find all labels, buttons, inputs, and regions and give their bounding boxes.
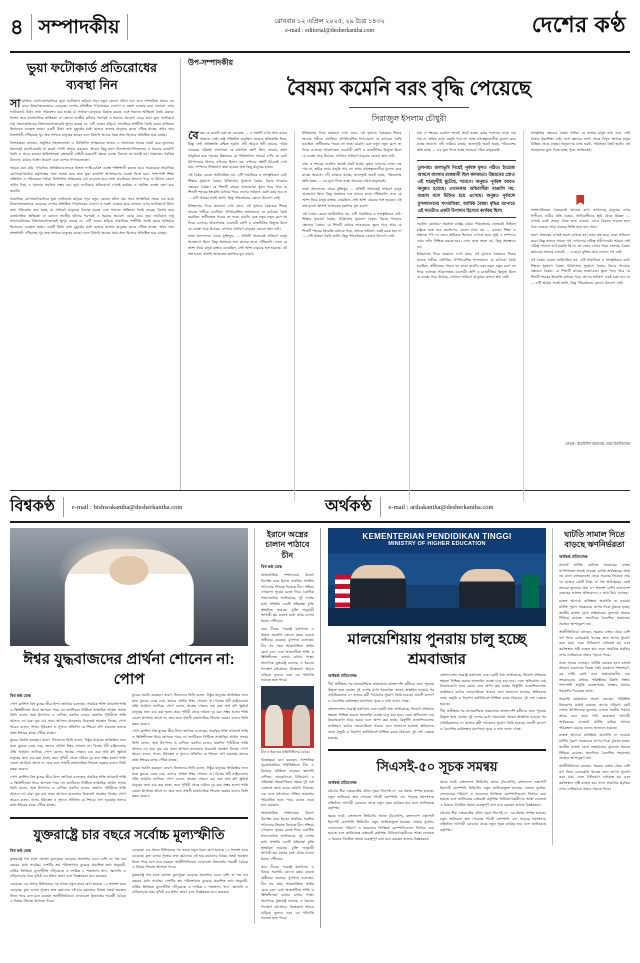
oped-paragraph: এই বৈষম্য কেবল অর্থনৈতিক নয়, এটি সামাজিক ও সাংস্কৃতিকও বটে। শিক্ষার সুযোগে বৈষম্য, চিকিৎসার সুযোগে বৈষম্য, বিচার পাওয়ার ক্ষেত্রেও বৈষম্য। যে শিশুটি গ্রামের ভাঙাচোরা স্কুলে পড়ে আর যে শিশুটি শহরের ইংরেজি মাধ্যমে পড়ে, তাদের ভবিষ্যৎ একই রকম হবে না — এটি আমরা সবাই জানি, কিন্তু পরিবর্তনের কোনো উদ্যোগ নেই। xyxy=(302,211,402,239)
economy-column-rule xyxy=(552,528,553,845)
pope-paragraph: যুদ্ধের সমর্থন করছেন। কারণ, নিজেদের তিনি বলেন, নিষ্ঠুর মানুষের স্বার্থরক্ষার জন্য যারা যুদ্ধকে বেছে নেয়, তাদের প্রার্থনা ঈশ্বর শোনেন না। বিশ্বের ধনী রাষ্ট্রগুলোর প্রতি আহ্বান জানিয়ে পোপ বলেন, অস্ত্রের পেছনে ব্যয় করা অর্থ যদি ক্ষুধার্ত মানুষের জন্য ব্যয় করা হতো, তবে পৃথিবী থেকে দারিদ্র্য দূর করা সম্ভব হতো। শান্তি কেবল প্রার্থনায় আসে না, তার জন্য সাহসী রাজনৈতিক সিদ্ধান্ত দরকার বলেও তিনি মন্তব্য করেন। xyxy=(132,693,248,726)
pope-paragraph: যুদ্ধের সমর্থন করছেন। কারণ, নিজেদের তিনি বলেন, নিষ্ঠুর মানুষের স্বার্থরক্ষার জন্য যারা যুদ্ধকে বেছে নেয়, তাদের প্রার্থনা ঈশ্বর শোনেন না। বিশ্বের ধনী রাষ্ট্রগুলোর প্রতি আহ্বান জানিয়ে পোপ বলেন, অস্ত্রের পেছনে ব্যয় করা অর্থ যদি ক্ষুধার্ত মানুষের জন্য ব্যয় করা হতো, তবে পৃথিবী থেকে দারিদ্র্য দূর করা সম্ভব হতো। শান্তি কেবল প্রার্থনায় আসে না, তার জন্য সাহসী রাজনৈতিক সিদ্ধান্ত দরকার বলেও তিনি মন্তব্য করেন। xyxy=(132,765,248,799)
section-divider xyxy=(63,497,64,517)
oped-paragraph: বৈষম্য যে কমেনি বরং তা বেড়েছে — এ সত্যটি এখন আর কারও অজানা নেই। রাষ্ট্র প্রতিষ্ঠিত হয়েছিল সাম্যের প্রতিশ্রুতি নিয়ে, কিন্তু সেই প্রতিশ্রুতি রক্ষিত হয়নি। ধনী আরও ধনী হয়েছে, দরিদ্র থেকেছে দরিদ্রই। মাঝখানে যে মধ্যবিত্ত শ্রেণি ছিল, তারাও ক্রমশ সংকুচিত হয়ে পড়ছে। উন্নয়নের যে পরিসংখ্যান আমরা দেখি, তা মোট উৎপাদনের হিসাব; বণ্টনের হিসাব নয়। বণ্টনের প্রশ্নটি উঠলেই দেখা যায়, সম্পদের সিংহভাগ জমা হয়েছে অল্প কিছু মানুষের হাতে। xyxy=(188,131,288,170)
cse-reporter: অর্থকণ্ঠ প্রতিবেদক xyxy=(328,780,357,786)
masthead-dateblock xyxy=(128,14,532,36)
pope-paragraph: পোপ ফ্রান্সিস বিশ্ব যুদ্ধের তীব্র নিন্দা জানিয়ে বলেছেন, সামরিক শক্তি কখনোই শান্তি ও স্থিতিশীলতা নিয়ে আসতে পারে না। ভ্যাটিকান সিটিতে সাপ্তাহিক প্রার্থনা সভায় তিনি বলেন, অস্ত্র উৎপাদন ও বাণিজ্য যতদিন চলবে, ততদিন পৃথিবীতে শান্তি আসবে না। যারা যুদ্ধ চায় তারা আসলে মানবতার বিরুদ্ধেই অবস্থান নিচ্ছে। পোপ আরও বলেন, গাজা, ইউক্রেন ও সুদানে প্রতিদিন যে শিশুরা প্রাণ হারাচ্ছে তাদের কান্না ঈশ্বরের কাছে পৌঁছে যাচ্ছে। xyxy=(132,729,248,763)
china-delegate-1 xyxy=(265,705,283,746)
usa-column-2 xyxy=(132,848,248,907)
malaysia-paragraph: দীর্ঘ প্রতীক্ষার পর মালয়েশিয়ার শ্রমবাজার বাংলাদেশি কর্মীদের জন্য পুনরায় উন্মুক্ত হতে যাচ্ছে। দুই দেশের মধ্যে সমঝোতা স্মারক স্বাক্ষরিত হওয়ার পর প্রাথমিকভাবে ৫০ হাজার কর্মী পাঠানোর সুযোগ তৈরি হয়েছে। প্রবাসী কল্যাণ ও বৈদেশিক কর্মসংস্থান মন্ত্রণালয় সূত্রে এ তথ্য জানা গেছে। xyxy=(440,709,546,731)
world-section-title: বিশ্বকণ্ঠ xyxy=(10,498,55,515)
economy-section-email: e-mail : arthakantha@desherkantha.com xyxy=(388,503,494,511)
oped-column-1 xyxy=(188,131,287,501)
oped-endnote: লেখক : ইমেরিটাস অধ্যাপক, ঢাকা বিশ্ববিদ্যালয় xyxy=(565,442,630,446)
publication-date: রোববার ১২ এপ্রিল ২০২৫, ২৯ চৈত্র ১৪৩২ xyxy=(274,18,385,25)
oped-paragraph: সাংস্কৃতিক ক্ষেত্রেও বৈষম্য গভীর। যে ভাষায় মানুষ কথা বলে, সেই ভাষায় উচ্চশিক্ষা নেই। ফলে জ্ঞানের জগৎ থেকে বিপুল সংখ্যক মানুষ বিচ্ছিন্ন থেকে যাচ্ছে। অনুবাদের কাজ হয়নি, পরিভাষা তৈরি হয়নি। এই অবহেলার মূল্য দিতে হচ্ছে পুরো জাতিকেই। xyxy=(530,131,630,153)
pope-headline: ঈশ্বর যুদ্ধবাজদের প্রার্থনা শোনেন না: পোপ xyxy=(23,651,235,688)
pope-figure xyxy=(65,549,194,646)
usa-paragraph: বেড়েছে। এর প্রভাব মিলিয়নের পর তাতে নতুন মাত্রা যোগ হয়েছে ১২ শতাংশ হারে বেড়েছে। মূল্য ডলার সুদহার দ্রুত কমানোর এই হার কমানোর বিষয়ে সতর্ক অবস্থান নিতে পারে বলে মনে করছেন অর্থনীতিবিদরা। ফেডারেল রিজার্ভের পরবর্তী বৈঠকে এ বিষয়ে সিদ্ধান্ত আসতে পারে। xyxy=(132,848,248,870)
column-separator xyxy=(523,131,524,501)
china-photo xyxy=(261,686,314,748)
china-paragraph: আন্তর্জাতিক সম্প্রদায়ের উদ্বেগ উপেক্ষা করে ইরানে সামরিক সরঞ্জাম পাঠানোর সিদ্ধান্ত নিয়েছে চীন। পশ্চিমা গোয়েন্দা সূত্রের বরাত দিয়ে একাধিক সংবাদমাধ্যম জানিয়েছে, দুই দেশের মধ্যে সম্প্রতি একটি প্রতিরক্ষা চুক্তি স্বাক্ষরিত হয়েছে। চুক্তি অনুযায়ী আগামী ছয় মাসের মধ্যে প্রথম চালান ইরানে পৌঁছাবে। xyxy=(261,573,314,624)
cse-column-1 xyxy=(328,780,434,845)
china-paragraph: আন্তর্জাতিক সম্প্রদায়ের উদ্বেগ উপেক্ষা করে ইরানে সামরিক সরঞ্জাম পাঠানোর সিদ্ধান্ত নিয়েছে চীন। পশ্চিমা গোয়েন্দা সূত্রের বরাত দিয়ে একাধিক সংবাদমাধ্যম জানিয়েছে, দুই দেশের মধ্যে সম্প্রতি একটি প্রতিরক্ষা চুক্তি স্বাক্ষরিত হয়েছে। চুক্তি অনুযায়ী আগামী ছয় মাসের মধ্যে প্রথম চালান ইরানে পৌঁছাবে। xyxy=(261,811,314,861)
oped-area xyxy=(181,58,630,490)
cse-column-2 xyxy=(440,780,546,845)
china-article xyxy=(261,528,314,924)
pope-reporter: বিশ্ব কণ্ঠ ডেস্ক xyxy=(10,693,31,698)
usa-paragraph: যুক্তরাষ্ট্রে গত মাসে ভোক্তা মূল্যসূচক বেড়েছে প্রত্যাশার চেয়ে বেশি, যা গত চার বছরের মধ্যে সর্বোচ্চ। দেশটির শ্রম পরিসংখ্যান ব্যুরোর প্রকাশিত তথ্য অনুযায়ী, বার্ষিক ভিত্তিতে মূল্যস্ফীতি দাঁড়িয়েছে ৩ দশমিক ৮ শতাংশে। খাদ্য, জ্বালানি ও বাড়িভাড়ার খরচ বৃদ্ধিই এর প্রধান কারণ বলে বিশ্লেষকরা মনে করছেন। xyxy=(10,857,126,879)
column-separator xyxy=(294,131,295,501)
section-title: সম্পাদকীয় xyxy=(38,16,120,38)
red-marker-icon xyxy=(576,195,584,205)
article-divider xyxy=(10,817,248,819)
malaysia-paragraph: বাংলাদেশের পররাষ্ট্র মন্ত্রণালয় এবং একটি তথ্য জানিয়েছে, নিয়োগ প্রক্রিয়ায় স্বচ্ছতা নিশ্চিত করতে অনলাইন ব্যবস্থা চালু করা হবে। এতে অভিবাসন ব্যয় উল্লেখযোগ্য হারে কমবে বলে আশা করা হচ্ছে। রিক্রুটিং এজেন্সিগুলোর কার্যক্রমও কঠোর নজরদারিতে থাকবে বলে জানানো হয়েছে। শ্রমিকদের ন্যায্য মজুরি ও নিরাপদ কর্মপরিবেশ নিশ্চিত করার বিষয়েও দুই দেশ একমত হয়েছে। xyxy=(328,706,434,740)
china-paragraph: তবে চীনের পররাষ্ট্র মন্ত্রণালয় এ বিষয়ে সরাসরি কোনো মন্তব্য করতে অস্বীকার করেছে। মুখপাত্র বলেছেন, চীন সব সময় আন্তর্জাতিক আইন মেনে চলে এবং অঞ্চলটিতে শান্তি ও স্থিতিশীলতা বজায় রাখার পক্ষে। অন্যদিকে যুক্তরাষ্ট্র বলেছে, এ ধরনের পদক্ষেপ মধ্যপ্রাচ্যে উত্তেজনা আরও বাড়িয়ে তুলবে এবং এর পরিণতি ভয়াবহ হতে পারে। xyxy=(261,864,314,921)
editorial-email: e-mail : editorial@desherkantha.com xyxy=(285,27,375,34)
malaysia-column-1 xyxy=(328,673,434,743)
masthead-rule xyxy=(10,51,630,53)
editorial-left-column xyxy=(10,58,181,490)
oped-paragraph: এই বৈষম্য কেবল অর্থনৈতিক নয়, এটি সামাজিক ও সাংস্কৃতিকও বটে। শিক্ষার সুযোগে বৈষম্য, চিকিৎসার সুযোগে বৈষম্য, বিচার পাওয়ার ক্ষেত্রেও বৈষম্য। যে শিশুটি গ্রামের ভাঙাচোরা স্কুলে পড়ে আর যে শিশুটি শহরের ইংরেজি মাধ্যমে পড়ে, তাদের ভবিষ্যৎ একই রকম হবে না — এটি আমরা সবাই জানি, কিন্তু পরিবর্তনের কোনো উদ্যোগ নেই। xyxy=(188,173,288,201)
column-rule xyxy=(254,528,255,924)
malaysia-banner xyxy=(328,532,546,547)
oped-columns xyxy=(188,131,630,501)
china-headline: ইরানে অস্ত্রের চালান পাঠাবে চীন xyxy=(265,530,310,560)
debt-paragraph: রাজস্ব আদায়ে কাঙ্ক্ষিত অগ্রগতি না হওয়ায় ঘাটতি পূরণে সরকারকে ঋণের দিকে ঝুঁকতে হচ্ছে। জাতীয় রাজস্ব বোর্ড লক্ষ্যমাত্রার তুলনায় অনেক পিছিয়ে রয়েছে। অন্যদিকে বৈদেশিক সহায়তার প্রবাহও আশানুরূপ নয়। xyxy=(559,599,630,627)
cse-paragraph: চট্টগ্রাম স্টক এক্সচেঞ্জের প্রধান সূচক সিএসই-৫০ এর সমন্বয় সম্পন্ন হয়েছে। নতুন তালিকায় স্থান পেয়েছে পাঁচটি কোম্পানি, বাদ পড়েছে সমসংখ্যক প্রতিষ্ঠান। আগামী রোববার থেকে নতুন সূচক কার্যকর হবে বলে জানিয়েছে কর্তৃপক্ষ। xyxy=(328,789,434,811)
oped-paragraph: গ্রাম ও শহরের ব্যবধান ক্রমেই প্রকট হচ্ছে। কৃষক ফসলের ন্যায্য দাম পায় না, শ্রমিক ন্যায্য মজুরি পায় না। অথচ মধ্যস্বত্বভোগীরা মুনাফা করে যাচ্ছে অবাধে। নদী শুকিয়ে যাচ্ছে, জলাভূমি ভরাট হচ্ছে, পরিবেশের ক্ষতি হচ্ছে — এর মূল্য দিতে হচ্ছে সবচেয়ে দরিদ্র মানুষকেই। xyxy=(302,161,402,183)
pope-column-2 xyxy=(132,693,248,811)
oped-paragraph: ইতিহাসের দিকে তাকালে দেখা যাবে, এই ভূখণ্ডে বৈষম্যের শিকড় অনেক গভীরে প্রোথিত। ঔপনিবেশিক শাসনামলে যে কাঠামো তৈরি হয়েছিল, স্বাধীনতার পরেও তা ভাঙা যায়নি। বরং নতুন নতুন রূপে তা ফিরে এসেছে। আমলাতন্ত্র, ব্যবসায়ী শ্রেণি ও রাজনীতির ত্রিভুজ মিলে যে ব্যবস্থা গড়ে উঠেছে, সেখানে সাধারণ মানুষের কোনো স্থান নেই। xyxy=(416,252,516,280)
usa-paragraph: যুক্তরাষ্ট্রে গত মাসে ভোক্তা মূল্যসূচক বেড়েছে প্রত্যাশার চেয়ে বেশি, যা গত চার বছরের মধ্যে সর্বোচ্চ। দেশটির শ্রম পরিসংখ্যান ব্যুরোর প্রকাশিত তথ্য অনুযায়ী, বার্ষিক ভিত্তিতে মূল্যস্ফীতি দাঁড়িয়েছে ৩ দশমিক ৮ শতাংশে। খাদ্য, জ্বালানি ও বাড়িভাড়ার খরচ বৃদ্ধিই এর প্রধান কারণ বলে বিশ্লেষকরা মনে করছেন। xyxy=(132,873,248,895)
masthead-left xyxy=(10,14,128,40)
oped-column-2 xyxy=(302,131,401,501)
cse-paragraph: স্কয়ার ফার্মা, বাংলাদেশ লিমিটেড অ্যান্ড (বিএসসি), বাংলাদেশ এক্সপোর্ট ইমপোর্ট কোম্পানি লিমিটেড নতুন তালিকাভুক্ত হয়েছে। বাজার মূলধন, লেনদেনের পরিমাণ ও তারল্যের ভিত্তিতে কোম্পানিগুলো নির্বাচন করা হয়েছে বলে জানিয়েছে এক্সচেঞ্জ কর্তৃপক্ষ। বিনিয়োগকারীদের আস্থা ফেরাতে এ ধরনের নিয়মিত সমন্বয় গুরুত্বপূর্ণ বলে মনে করছেন বাজার বিশ্লেষকরা। xyxy=(328,814,434,842)
oped-paragraph: ভাষা আন্দোলন থেকে মুক্তিযুদ্ধ — প্রতিটি সংগ্রামেই সাধারণ মানুষ অগ্রভাগে ছিল। কিন্তু অর্জনের ফল তাদের হাতে পৌঁছায়নি। ফলে যে আশা নিয়ে মানুষ রাস্তায় নেমেছিল, সেই আশা বারবার ভঙ্গ হয়েছে। এই ভঙ্গ হওয়া আশাই আজকের হতাশার মূল কারণ। xyxy=(188,234,288,256)
pope-article xyxy=(10,528,248,924)
debt-reporter: অর্থকণ্ঠ প্রতিবেদক xyxy=(559,553,588,559)
debt-paragraph: অর্থনীতিবিদরা বলছেন, সরকার ব্যাংক থেকে বেশি ঋণ নিলে বেসরকারি খাতের জন্য ঋণের সুযোগ কমে যায়। এতে বিনিয়োগ বাধাগ্রস্ত হয় এবং কর্মসংস্থান সৃষ্টি ব্যাহত হয়। ফলে সামগ্রিক প্রবৃদ্ধির ওপর নেতিবাচক প্রভাব পড়তে পারে। xyxy=(559,629,630,657)
editorial-paragraph: সামাজিক যোগাযোগমাধ্যমে ভুয়া ফটোকার্ড ছড়িয়ে পড়া নতুন কোনো ঘটনা নয়। তবে সাম্প্রতিক সময়ে এর মাত্রা উদ্বেগজনকভাবে বেড়েছে। দেশের প্রতিষ্ঠিত গণমাধ্যমের লোগো ও নকশা ব্যবহার করে বানানো এসব ফটোকার্ডে মিথ্যা তথ্য পরিবেশন করা হচ্ছে, যা সাধারণ মানুষকে বিভ্রান্ত করছে এবং সমাজে অস্থিরতা তৈরি করছে। বিশেষ করে রাজনৈতিক অস্থিরতা বা কোনো জাতীয় ঘটনার পরপরই এ ধরনের প্রচারণা বেড়ে যায়। ভুয়া ফটোকার্ড শুধু সংবাদমাধ্যমের বিশ্বাসযোগ্যতাকেই ক্ষুণ্ন করছে না, এটি গুজব ছড়িয়ে সামাজিক সম্প্রীতি বিনষ্ট করার হাতিয়ার হিসেবেও ব্যবহৃত হচ্ছে। একটি মিথ্যা তথ্য মুহূর্তের মধ্যে হাজার হাজার মানুষের কাছে পৌঁছে যাচ্ছে, অথচ তার সংশোধনী পৌঁছাচ্ছে খুব অল্প সংখ্যক মানুষের কাছে। ফলে মিথ্যাই অনেক সময় সত্য হিসেবে প্রতিষ্ঠিত হয়ে যাচ্ছে। xyxy=(10,97,174,138)
debt-paragraph: রাজস্ব আদায়ে কাঙ্ক্ষিত অগ্রগতি না হওয়ায় ঘাটতি পূরণে সরকারকে ঋণের দিকে ঝুঁকতে হচ্ছে। জাতীয় রাজস্ব বোর্ড লক্ষ্যমাত্রার তুলনায় অনেক পিছিয়ে রয়েছে। অন্যদিকে বৈদেশিক সহায়তার প্রবাহও আশানুরূপ নয়। xyxy=(559,733,630,761)
oped-paragraph: ইতিহাসের দিকে তাকালে দেখা যাবে, এই ভূখণ্ডে বৈষম্যের শিকড় অনেক গভীরে প্রোথিত। ঔপনিবেশিক শাসনামলে যে কাঠামো তৈরি হয়েছিল, স্বাধীনতার পরেও তা ভাঙা যায়নি। বরং নতুন নতুন রূপে তা ফিরে এসেছে। আমলাতন্ত্র, ব্যবসায়ী শ্রেণি ও রাজনীতির ত্রিভুজ মিলে যে ব্যবস্থা গড়ে উঠেছে, সেখানে সাধারণ মানুষের কোনো স্থান নেই। xyxy=(302,131,402,158)
usa-reporter: বিশ্ব কণ্ঠ ডেস্ক xyxy=(10,848,31,854)
china-paragraph: তবে চীনের পররাষ্ট্র মন্ত্রণালয় এ বিষয়ে সরাসরি কোনো মন্তব্য করতে অস্বীকার করেছে। মুখপাত্র বলেছেন, চীন সব সময় আন্তর্জাতিক আইন মেনে চলে এবং অঞ্চলটিতে শান্তি ও স্থিতিশীলতা বজায় রাখার পক্ষে। অন্যদিকে যুক্তরাষ্ট্র বলেছে, এ ধরনের পদক্ষেপ মধ্যপ্রাচ্যে উত্তেজনা আরও বাড়িয়ে তুলবে এবং এর পরিণতি ভয়াবহ হতে পারে। xyxy=(261,626,314,683)
debt-headline: ঘাটতি সামাল দিতে বাড়ছে ঋণনির্ভরতা xyxy=(564,530,625,550)
editorial-paragraph-3: আমরা মনে করি, গণমাধ্যম প্রতিষ্ঠানগুলোকে নিজস্ব ফ্যাক্ট-চেকিং ব্যবস্থা শক্তিশালী করতে হবে। সরকারকে সামাজিক যোগাযোগমাধ্যম কর্তৃপক্ষের সঙ্গে সমন্বয় করে দ্রুত ভুয়া কনটেন্ট অপসারণের ব্যবস্থা নিতে হবে। পাশাপাশি শিক্ষা প্রতিষ্ঠান ও পরিবারের পর্যায়ে ডিজিটাল সাক্ষরতার চর্চা বাড়াতে হবে। তথ্য যাচাইয়ের অভ্যাস গড়ে না উঠলে কেবল আইন দিয়ে এ সমস্যার সমাধান সম্ভব নয়। ভুয়া ফটোকার্ড প্রতিরোধে এখনই কার্যকর ও সমন্বিত ব্যবস্থা গ্রহণ করা জরুরি। xyxy=(10,165,174,193)
malaysia-paragraph: বাংলাদেশের পররাষ্ট্র মন্ত্রণালয় এবং একটি তথ্য জানিয়েছে, নিয়োগ প্রক্রিয়ায় স্বচ্ছতা নিশ্চিত করতে অনলাইন ব্যবস্থা চালু করা হবে। এতে অভিবাসন ব্যয় উল্লেখযোগ্য হারে কমবে বলে আশা করা হচ্ছে। রিক্রুটিং এজেন্সিগুলোর কার্যক্রমও কঠোর নজরদারিতে থাকবে বলে জানানো হয়েছে। শ্রমিকদের ন্যায্য মজুরি ও নিরাপদ কর্মপরিবেশ নিশ্চিত করার বিষয়েও দুই দেশ একমত হয়েছে। xyxy=(440,673,546,706)
pope-column-1 xyxy=(10,693,126,811)
oped-paragraph: সমাধান কোথায়? সমাধান রাষ্ট্রের চরিত্র পরিবর্তনের ভেতরেই নিহিত। রাষ্ট্রকে হতে হবে জনগণের, কেবল নামে নয় — কাজে। শিক্ষা ও স্বাস্থ্যকে পণ্য না ভেবে অধিকার হিসেবে দেখতে হবে। ভূমি ও সম্পদের ন্যায্য বণ্টন নিশ্চিত করতে হবে। এসব কাজ সহজ নয়, কিন্তু অসম্ভবও নয়। xyxy=(416,221,516,249)
malaysia-banner-subtitle: MINISTRY OF HIGHER EDUCATION xyxy=(388,541,486,547)
world-section-email: e-mail : bishwakantha@desherkantha.com xyxy=(71,503,183,511)
editorial-paragraph-2: বিশেষজ্ঞরা বলছেন, প্রযুক্তির সহজলভ্যতা ও ডিজিটাল সাক্ষরতার অভাব এ সমস্যাকে আরও প্রকট করে তুলেছে। অনেকেই যাচাই-বাছাই না করেই পোস্ট শেয়ার করছেন। আবার কিছু মহল উদ্দেশ্যপ্রণোদিতভাবে এ ধরনের কনটেন্ট তৈরি ও প্রচার করছে। আইনশৃঙ্খলা রক্ষাকারী বাহিনী কয়েকটি ক্ষেত্রে ব্যবস্থা নিলেও তা যথেষ্ট নয়। প্রয়োজন সমন্বিত উদ্যোগ, কঠোর আইন প্রয়োগ এবং ব্যাপক গণসচেতনতা। xyxy=(10,140,174,163)
world-column-group xyxy=(10,528,320,928)
malaysia-banner-title: KEMENTERIAN PENDIDIKAN TINGGI xyxy=(362,532,512,541)
usa-headline: যুক্তরাষ্ট্রে চার বছরে সর্বোচ্চ মূল্যস্ফীতি xyxy=(33,827,225,843)
malaysia-article xyxy=(328,528,546,845)
pope-paragraph: যুদ্ধের সমর্থন করছেন। কারণ, নিজেদের তিনি বলেন, নিষ্ঠুর মানুষের স্বার্থরক্ষার জন্য যারা যুদ্ধকে বেছে নেয়, তাদের প্রার্থনা ঈশ্বর শোনেন না। বিশ্বের ধনী রাষ্ট্রগুলোর প্রতি আহ্বান জানিয়ে পোপ বলেন, অস্ত্রের পেছনে ব্যয় করা অর্থ যদি ক্ষুধার্ত মানুষের জন্য ব্যয় করা হতো, তবে পৃথিবী থেকে দারিদ্র্য দূর করা সম্ভব হতো। শান্তি কেবল প্রার্থনায় আসে না, তার জন্য সাহসী রাজনৈতিক সিদ্ধান্ত দরকার বলেও তিনি মন্তব্য করেন। xyxy=(10,738,126,772)
oped-paragraph: তরুণ প্রজন্মের ওপরই ভরসা রাখতে হয়। তারা প্রশ্ন করে, তারা প্রতিবাদ করে। কিন্তু তাদের সামনে পথ দেখানোর দায়িত্ব প্রবীণদেরই। আমরা সেই দায়িত্ব পালনে ব্যর্থ হয়েছি কি না, তা ভেবে দেখার সময় এসেছে। বৈষম্য কমানোর সংগ্রাম চলবেই — এ ছাড়া মুক্তির আর কোনো পথ নেই। xyxy=(530,232,630,255)
brand-logo: দেশের কণ্ঠ xyxy=(531,12,626,37)
oped-kicker: উপ-সম্পাদকীয় xyxy=(188,58,234,67)
economy-article-divider xyxy=(328,749,546,751)
pope-paragraph: পোপ ফ্রান্সিস বিশ্ব যুদ্ধের তীব্র নিন্দা জানিয়ে বলেছেন, সামরিক শক্তি কখনোই শান্তি ও স্থিতিশীলতা নিয়ে আসতে পারে না। ভ্যাটিকান সিটিতে সাপ্তাহিক প্রার্থনা সভায় তিনি বলেন, অস্ত্র উৎপাদন ও বাণিজ্য যতদিন চলবে, ততদিন পৃথিবীতে শান্তি আসবে না। যারা যুদ্ধ চায় তারা আসলে মানবতার বিরুদ্ধেই অবস্থান নিচ্ছে। পোপ আরও বলেন, গাজা, ইউক্রেন ও সুদানে প্রতিদিন যে শিশুরা প্রাণ হারাচ্ছে তাদের কান্না ঈশ্বরের কাছে পৌঁছে যাচ্ছে। xyxy=(10,702,126,735)
oped-paragraph: গ্রাম ও শহরের ব্যবধান ক্রমেই প্রকট হচ্ছে। কৃষক ফসলের ন্যায্য দাম পায় না, শ্রমিক ন্যায্য মজুরি পায় না। অথচ মধ্যস্বত্বভোগীরা মুনাফা করে যাচ্ছে অবাধে। নদী শুকিয়ে যাচ্ছে, জলাভূমি ভরাট হচ্ছে, পরিবেশের ক্ষতি হচ্ছে — এর মূল্য দিতে হচ্ছে সবচেয়ে দরিদ্র মানুষকেই। xyxy=(416,131,516,153)
china-reporter: বিশ্ব কণ্ঠ ডেস্ক xyxy=(261,564,282,570)
usa-inflation-article xyxy=(10,823,248,907)
debt-paragraph: সরকারি কর্মকর্তারা অবশ্য বলছেন, পরিস্থিতি নিয়ন্ত্রণের মধ্যেই রয়েছে। ঋণের পরিমাণ মোট দেশজ উৎপাদনের তুলনায় এখনো সহনীয় পর্যায়ে আছে বলে তারা দাবি করেছেন। আগামী অর্থবছরের বাজেটে ঘাটতি কমিয়ে আনার পরিকল্পনা রয়েছে বলেও জানানো হয়েছে। xyxy=(559,696,630,730)
cse-paragraph: স্কয়ার ফার্মা, বাংলাদেশ লিমিটেড অ্যান্ড (বিএসসি), বাংলাদেশ এক্সপোর্ট ইমপোর্ট কোম্পানি লিমিটেড নতুন তালিকাভুক্ত হয়েছে। বাজার মূলধন, লেনদেনের পরিমাণ ও তারল্যের ভিত্তিতে কোম্পানিগুলো নির্বাচন করা হয়েছে বলে জানিয়েছে এক্সচেঞ্জ কর্তৃপক্ষ। বিনিয়োগকারীদের আস্থা ফেরাতে এ ধরনের নিয়মিত সমন্বয় গুরুত্বপূর্ণ বলে মনে করছেন বাজার বিশ্লেষকরা। xyxy=(440,780,546,808)
pull-quote: তুলনায়। জলাভূমি নিয়েই পূর্ববঙ্গ মূলত গঠিত। ইংরেজ আমলে বাংলার রাজধানী ছিল কলকাতা। উন্নয়নের স্রোত এই শহরমুখীই ছুটেছে, সবেগে। অনুন্নত পূর্ববঙ্গ আরও অনুন্নত হয়েছে। এখানকার অধিবাসীরা বাঙালি নয়, বাঙাল বলে চিহ্নিত হয়ে এসেছে। অনুন্নত পূর্ববঙ্গে মুসলমানদের সংখ্যাধিক্য; আর্থিক বৈষম্য বৃদ্ধির ব্যাপারে এই সত্যটাও একটা উপাদান হিসেবে কার্যকর ছিল। xyxy=(417,160,516,218)
editorial-paragraph-4: সামাজিক যোগাযোগমাধ্যমে ভুয়া ফটোকার্ড ছড়িয়ে পড়া নতুন কোনো ঘটনা নয়। তবে সাম্প্রতিক সময়ে এর মাত্রা উদ্বেগজনকভাবে বেড়েছে। দেশের প্রতিষ্ঠিত গণমাধ্যমের লোগো ও নকশা ব্যবহার করে বানানো এসব ফটোকার্ডে মিথ্যা তথ্য পরিবেশন করা হচ্ছে, যা সাধারণ মানুষকে বিভ্রান্ত করছে এবং সমাজে অস্থিরতা তৈরি করছে। বিশেষ করে রাজনৈতিক অস্থিরতা বা কোনো জাতীয় ঘটনার পরপরই এ ধরনের প্রচারণা বেড়ে যায়। ভুয়া ফটোকার্ড শুধু সংবাদমাধ্যমের বিশ্বাসযোগ্যতাকেই ক্ষুণ্ন করছে না, এটি গুজব ছড়িয়ে সামাজিক সম্প্রীতি বিনষ্ট করার হাতিয়ার হিসেবেও ব্যবহৃত হচ্ছে। একটি মিথ্যা তথ্য মুহূর্তের মধ্যে হাজার হাজার মানুষের কাছে পৌঁছে যাচ্ছে, অথচ তার সংশোধনী পৌঁছাচ্ছে খুব অল্প সংখ্যক মানুষের কাছে। ফলে মিথ্যাই অনেক সময় সত্য হিসেবে প্রতিষ্ঠিত হয়ে যাচ্ছে। xyxy=(10,196,174,235)
pope-photo xyxy=(10,528,248,646)
lower-content-area xyxy=(10,528,630,928)
oped-paragraph: ইতিহাসের দিকে তাকালে দেখা যাবে, এই ভূখণ্ডে বৈষম্যের শিকড় অনেক গভীরে প্রোথিত। ঔপনিবেশিক শাসনামলে যে কাঠামো তৈরি হয়েছিল, স্বাধীনতার পরেও তা ভাঙা যায়নি। বরং নতুন নতুন রূপে তা ফিরে এসেছে। আমলাতন্ত্র, ব্যবসায়ী শ্রেণি ও রাজনীতির ত্রিভুজ মিলে যে ব্যবস্থা গড়ে উঠেছে, সেখানে সাধারণ মানুষের কোনো স্থান নেই। xyxy=(188,203,288,231)
oped-column-3 xyxy=(417,131,516,501)
debt-paragraph: বাজেট ঘাটতি মেটাতে সরকারের ব্যাংক ঋণনির্ভরতা ক্রমেই বাড়ছে। চলতি অর্থবছরের প্রথম নয় মাসে ব্যাংকব্যবস্থা থেকে সরকার নিয়েছে প্রায় ৭৮ হাজার কোটি টাকা, যা গত অর্থবছরের একই সময়ের তুলনায় প্রায় ৪০ শতাংশ বেশি। বাংলাদেশ ব্যাংকের সর্বশেষ প্রতিবেদনে এ তথ্য উঠে এসেছে। xyxy=(559,562,630,596)
masthead xyxy=(10,10,630,48)
economy-column-group xyxy=(321,528,630,928)
page-number: ৪ xyxy=(10,14,24,39)
oped-paragraph: ভাষা আন্দোলন থেকে মুক্তিযুদ্ধ — প্রতিটি সংগ্রামেই সাধারণ মানুষ অগ্রভাগে ছিল। কিন্তু অর্জনের ফল তাদের হাতে পৌঁছায়নি। ফলে যে আশা নিয়ে মানুষ রাস্তায় নেমেছিল, সেই আশা বারবার ভঙ্গ হয়েছে। এই ভঙ্গ হওয়া আশাই আজকের হতাশার মূল কারণ। xyxy=(302,186,402,208)
column-separator xyxy=(409,131,410,501)
malaysia-paragraph: দীর্ঘ প্রতীক্ষার পর মালয়েশিয়ার শ্রমবাজার বাংলাদেশি কর্মীদের জন্য পুনরায় উন্মুক্ত হতে যাচ্ছে। দুই দেশের মধ্যে সমঝোতা স্মারক স্বাক্ষরিত হওয়ার পর প্রাথমিকভাবে ৫০ হাজার কর্মী পাঠানোর সুযোগ তৈরি হয়েছে। প্রবাসী কল্যাণ ও বৈদেশিক কর্মসংস্থান মন্ত্রণালয় সূত্রে এ তথ্য জানা গেছে। xyxy=(328,682,434,704)
oped-headline: বৈষম্য কমেনি বরং বৃদ্ধি পেয়েছে xyxy=(286,78,532,100)
debt-paragraph: তারা আরও বলছেন, ঘাটতি কমাতে হলে রাজস্ব আহরণ বাড়ানোর বিকল্প নেই। করজাল সম্প্রসারণ, কর ফাঁকি রোধ এবং অপ্রয়োজনীয় ব্যয় সংকোচনের মাধ্যমে পরিস্থিতির উন্নতি সম্ভব। পাশাপাশি ভর্তুকি ব্যবস্থাপনায় সংস্কার আনার পরামর্শও দিয়েছেন তারা। xyxy=(559,660,630,694)
cse-article xyxy=(328,755,546,845)
malaysia-reporter: অর্থকণ্ঠ প্রতিবেদক xyxy=(328,673,357,678)
oped-column-4 xyxy=(531,131,630,501)
debt-article xyxy=(559,528,630,845)
editorial-area xyxy=(10,58,630,490)
byline-rule xyxy=(349,107,469,108)
usa-paragraph: বেড়েছে। এর প্রভাব মিলিয়নের পর তাতে নতুন মাত্রা যোগ হয়েছে ১২ শতাংশ হারে বেড়েছে। মূল্য ডলার সুদহার দ্রুত কমানোর এই হার কমানোর বিষয়ে সতর্ক অবস্থান নিতে পারে বলে মনে করছেন অর্থনীতিবিদরা। ফেডারেল রিজার্ভের পরবর্তী বৈঠকে এ বিষয়ে সিদ্ধান্ত আসতে পারে। xyxy=(10,882,126,904)
china-delegate-2 xyxy=(292,705,310,746)
pope-face xyxy=(110,556,149,585)
oped-byline: সিরাজুল ইসলাম চৌধুরী xyxy=(371,114,447,123)
section-rule xyxy=(10,521,630,523)
editorial-headline: ভুয়া ফটোকার্ড প্রতিরোধের ব্যবস্থা নিন xyxy=(26,61,158,92)
malaysia-photo xyxy=(328,528,546,626)
masthead-divider xyxy=(31,14,32,40)
oped-paragraph: এই বৈষম্য কেবল অর্থনৈতিক নয়, এটি সামাজিক ও সাংস্কৃতিকও বটে। শিক্ষার সুযোগে বৈষম্য, চিকিৎসার সুযোগে বৈষম্য, বিচার পাওয়ার ক্ষেত্রেও বৈষম্য। যে শিশুটি গ্রামের ভাঙাচোরা স্কুলে পড়ে আর যে শিশুটি শহরের ইংরেজি মাধ্যমে পড়ে, তাদের ভবিষ্যৎ একই রকম হবে না — এটি আমরা সবাই জানি, কিন্তু পরিবর্তনের কোনো উদ্যোগ নেই। xyxy=(530,257,630,285)
usa-column-1 xyxy=(10,848,126,907)
malaysia-desk xyxy=(328,608,546,626)
economy-section-title: অর্থকণ্ঠ xyxy=(325,498,372,515)
editorial-body xyxy=(10,99,174,239)
cse-headline: সিএসই-৫০ সূচক সমন্বয় xyxy=(376,759,498,775)
debt-paragraph: অর্থনীতিবিদরা বলছেন, সরকার ব্যাংক থেকে বেশি ঋণ নিলে বেসরকারি খাতের জন্য ঋণের সুযোগ কমে যায়। এতে বিনিয়োগ বাধাগ্রস্ত হয় এবং কর্মসংস্থান সৃষ্টি ব্যাহত হয়। ফলে সামগ্রিক প্রবৃদ্ধির ওপর নেতিবাচক প্রভাব পড়তে পারে। xyxy=(559,764,630,791)
bangladesh-flag-icon xyxy=(522,575,539,608)
oped-paragraph: সাম্প্রদায়িকতা বৈষম্যেরই আরেক রূপ। সংখ্যালঘু মানুষের ওপর নিপীড়ন, নারীর প্রতি বৈষম্য, আদিবাসীদের ভূমি থেকে উচ্ছেদ — এসবই একই শেকড় থেকে জন্ম নেওয়া। এদের বিরুদ্ধে লড়তে হলে ঐক্য দরকার, আর ঐক্যের ভিত্তি হতে হবে সাম্য। xyxy=(530,208,630,230)
china-caption: চীন ও ইরানের প্রতিনিধিদের বৈঠক। xyxy=(261,750,310,755)
malaysia-column-2 xyxy=(440,673,546,743)
pope-paragraph: পোপ ফ্রান্সিস বিশ্ব যুদ্ধের তীব্র নিন্দা জানিয়ে বলেছেন, সামরিক শক্তি কখনোই শান্তি ও স্থিতিশীলতা নিয়ে আসতে পারে না। ভ্যাটিকান সিটিতে সাপ্তাহিক প্রার্থনা সভায় তিনি বলেন, অস্ত্র উৎপাদন ও বাণিজ্য যতদিন চলবে, ততদিন পৃথিবীতে শান্তি আসবে না। যারা যুদ্ধ চায় তারা আসলে মানবতার বিরুদ্ধেই অবস্থান নিচ্ছে। পোপ আরও বলেন, গাজা, ইউক্রেন ও সুদানে প্রতিদিন যে শিশুরা প্রাণ হারাচ্ছে তাদের কান্না ঈশ্বরের কাছে পৌঁছে যাচ্ছে। xyxy=(10,774,126,808)
malaysia-headline: মালয়েশিয়ায় পুনরায় চালু হচ্ছে শ্রমবাজার xyxy=(347,631,527,668)
cse-paragraph: চট্টগ্রাম স্টক এক্সচেঞ্জের প্রধান সূচক সিএসই-৫০ এর সমন্বয় সম্পন্ন হয়েছে। নতুন তালিকায় স্থান পেয়েছে পাঁচটি কোম্পানি, বাদ পড়েছে সমসংখ্যক প্রতিষ্ঠান। আগামী রোববার থেকে নতুন সূচক কার্যকর হবে বলে জানিয়েছে কর্তৃপক্ষ। xyxy=(440,810,546,833)
china-paragraph: বিশ্লেষকরা মনে করছেন, সাম্প্রতিক ভূরাজনৈতিক পরিস্থিতিতে চীন ও ইরানের ঘনিষ্ঠতা বাড়ছে। জ্বালানি বাণিজ্য, অবকাঠামো বিনিয়োগ ও প্রতিরক্ষা সহযোগিতার ক্ষেত্রে দুই দেশ একসঙ্গে কাজ করার ঘোষণা দিয়েছে। এর ফলে মধ্যপ্রাচ্যে শক্তির ভারসাম্য পরিবর্তিত হতে পারে বলেও তারা মনে করছেন। xyxy=(261,757,314,808)
